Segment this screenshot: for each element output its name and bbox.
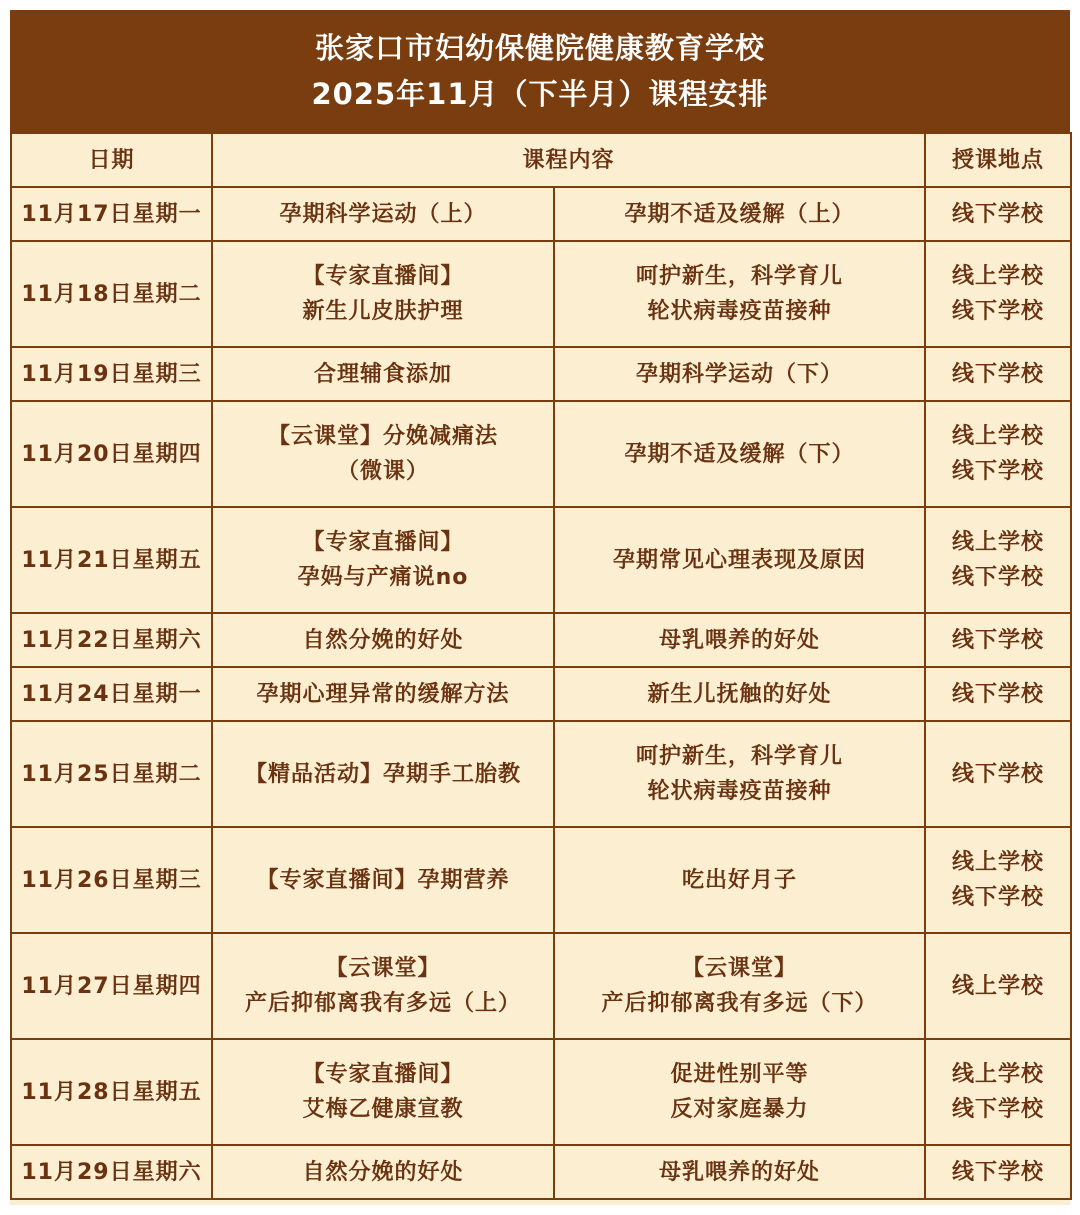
course-cell: [554, 507, 925, 613]
course-text: 新生儿皮肤护理: [302, 299, 464, 324]
location-text: 线下学校: [952, 681, 1045, 707]
table-row: [11, 933, 1071, 1039]
table-row: [11, 1145, 1071, 1199]
table-header-row: [11, 133, 1071, 187]
course-cell: [554, 241, 925, 347]
location-cell: [925, 507, 1071, 613]
location-text: 线上学校: [952, 424, 1045, 449]
course-text: 母乳喂养的好处: [659, 627, 821, 653]
location-text: 线下学校: [952, 361, 1045, 387]
course-text: 【云课堂】: [682, 956, 798, 981]
course-text: 自然分娩的好处: [302, 1159, 464, 1185]
column-header-location: 授课地点: [925, 133, 1071, 187]
course-text: 自然分娩的好处: [302, 627, 464, 653]
table-row: [11, 827, 1071, 933]
course-cell: [554, 721, 925, 827]
location-cell: [925, 933, 1071, 1039]
page-title: 张家口市妇幼保健院健康教育学校: [314, 31, 765, 65]
table-body: [11, 187, 1071, 1199]
table-row: [11, 613, 1071, 667]
table-row: [11, 187, 1071, 241]
course-text: 反对家庭暴力: [670, 1097, 809, 1122]
course-cell: [212, 827, 554, 933]
location-cell: [925, 667, 1071, 721]
table-row: [11, 401, 1071, 507]
course-text: 吃出好月子: [682, 867, 798, 893]
course-text: 轮状病毒疫苗接种: [647, 779, 832, 804]
date-cell: 11月26日星期三: [11, 827, 212, 933]
course-text: 【云课堂】: [325, 956, 441, 981]
course-text: 艾梅乙健康宣教: [302, 1097, 464, 1122]
page-subtitle: 2025年11月（下半月）课程安排: [311, 77, 769, 111]
location-cell: [925, 1039, 1071, 1145]
course-cell: [554, 1145, 925, 1199]
course-cell: [212, 347, 554, 401]
course-text: 合理辅食添加: [313, 361, 452, 387]
course-text: 母乳喂养的好处: [659, 1159, 821, 1185]
date-cell: 11月29日星期六: [11, 1145, 212, 1199]
location-cell: [925, 401, 1071, 507]
course-cell: [554, 667, 925, 721]
location-text: 线下学校: [952, 201, 1045, 227]
location-text: 线上学校: [952, 1062, 1045, 1087]
course-text: 孕期心理异常的缓解方法: [256, 681, 510, 707]
table-row: [11, 667, 1071, 721]
course-cell: [212, 1145, 554, 1199]
course-cell: [554, 827, 925, 933]
course-cell: [212, 933, 554, 1039]
course-text: 孕期科学运动（上）: [279, 201, 487, 227]
course-cell: [554, 933, 925, 1039]
course-text: 孕期不适及缓解（上）: [624, 201, 855, 227]
course-text: 【精品活动】孕期手工胎教: [244, 761, 521, 787]
location-cell: [925, 613, 1071, 667]
location-cell: [925, 827, 1071, 933]
course-text: 新生儿抚触的好处: [647, 681, 832, 707]
column-header-content: 课程内容: [212, 133, 925, 187]
course-text: 呵护新生，科学育儿: [636, 264, 844, 289]
course-text: 孕期常见心理表现及原因: [613, 547, 867, 573]
table-row: [11, 507, 1071, 613]
course-text: 产后抑郁离我有多远（上）: [244, 991, 521, 1016]
location-text: 线下学校: [952, 565, 1045, 590]
course-cell: [212, 721, 554, 827]
course-cell: [554, 613, 925, 667]
course-text: 孕期不适及缓解（下）: [624, 441, 855, 467]
course-text: 【专家直播间】孕期营养: [256, 867, 510, 893]
course-cell: [554, 401, 925, 507]
table-row: [11, 721, 1071, 827]
date-cell: 11月24日星期一: [11, 667, 212, 721]
date-cell: 11月22日星期六: [11, 613, 212, 667]
course-text: 轮状病毒疫苗接种: [647, 299, 832, 324]
course-cell: [212, 241, 554, 347]
location-text: 线上学校: [952, 850, 1045, 875]
location-text: 线上学校: [952, 264, 1045, 289]
location-text: 线下学校: [952, 761, 1045, 787]
course-cell: [554, 347, 925, 401]
course-text: （微课）: [336, 459, 429, 484]
location-cell: [925, 1145, 1071, 1199]
location-text: 线下学校: [952, 1097, 1045, 1122]
date-cell: 11月25日星期二: [11, 721, 212, 827]
course-text: 【专家直播间】: [302, 530, 464, 555]
course-cell: [212, 507, 554, 613]
location-text: 线下学校: [952, 627, 1045, 653]
course-text: 孕妈与产痛说no: [297, 565, 469, 590]
schedule-table: [10, 132, 1072, 1200]
course-cell: [212, 187, 554, 241]
date-cell: 11月28日星期五: [11, 1039, 212, 1145]
schedule-sheet: [10, 10, 1070, 1205]
date-cell: 11月20日星期四: [11, 401, 212, 507]
course-text: 孕期科学运动（下）: [636, 361, 844, 387]
table-row: [11, 347, 1071, 401]
date-cell: 11月19日星期三: [11, 347, 212, 401]
column-header-date: 日期: [11, 133, 212, 187]
course-cell: [212, 667, 554, 721]
course-cell: [212, 401, 554, 507]
location-text: 线下学校: [952, 885, 1045, 910]
date-cell: 11月18日星期二: [11, 241, 212, 347]
location-text: 线上学校: [952, 973, 1045, 999]
location-cell: [925, 187, 1071, 241]
location-text: 线上学校: [952, 530, 1045, 555]
location-cell: [925, 347, 1071, 401]
course-cell: [212, 613, 554, 667]
location-cell: [925, 241, 1071, 347]
table-row: [11, 1039, 1071, 1145]
course-text: 产后抑郁离我有多远（下）: [601, 991, 878, 1016]
location-text: 线下学校: [952, 299, 1045, 324]
date-cell: 11月17日星期一: [11, 187, 212, 241]
date-cell: 11月21日星期五: [11, 507, 212, 613]
date-cell: 11月27日星期四: [11, 933, 212, 1039]
location-text: 线下学校: [952, 1159, 1045, 1185]
course-cell: [212, 1039, 554, 1145]
course-cell: [554, 1039, 925, 1145]
course-text: 【专家直播间】: [302, 1062, 464, 1087]
location-cell: [925, 721, 1071, 827]
table-row: [11, 241, 1071, 347]
course-text: 促进性别平等: [670, 1062, 809, 1087]
course-text: 呵护新生，科学育儿: [636, 744, 844, 769]
location-text: 线下学校: [952, 459, 1045, 484]
course-text: 【云课堂】分娩减痛法: [267, 424, 498, 449]
title-banner: [10, 10, 1070, 132]
course-cell: [554, 187, 925, 241]
course-text: 【专家直播间】: [302, 264, 464, 289]
